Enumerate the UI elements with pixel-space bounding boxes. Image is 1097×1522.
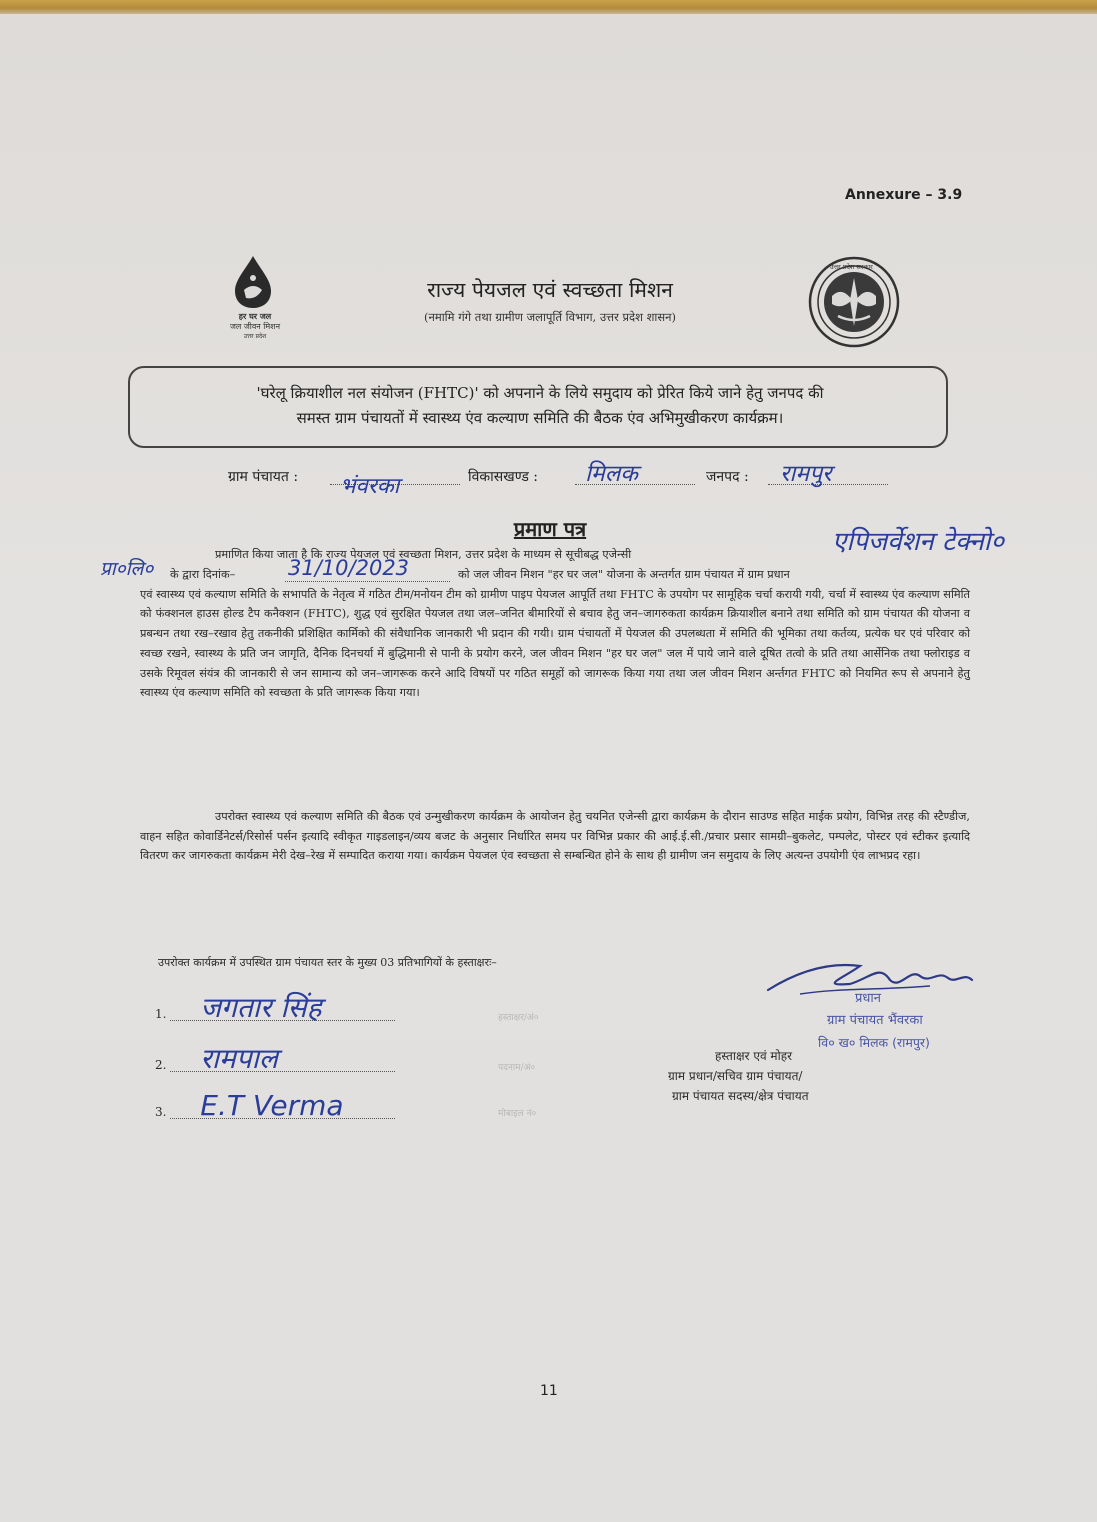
janpad-label: जनपद : bbox=[706, 469, 749, 485]
participant-signature: E.T Verma bbox=[200, 1089, 344, 1122]
certificate-paragraph-1 bbox=[140, 545, 970, 703]
signature-label-1: हस्ताक्षर एवं मोहर bbox=[715, 1049, 793, 1063]
faint-label-3: मोबाइल नं० bbox=[498, 1109, 537, 1119]
faint-label-2: पदनाम/अं० bbox=[498, 1063, 536, 1073]
certificate-title: प्रमाण पत्र bbox=[513, 517, 587, 541]
participant-row-3 bbox=[155, 1089, 395, 1122]
p1-line2 bbox=[140, 555, 970, 585]
signature-label-3: ग्राम पंचायत सदस्य/क्षेत्र पंचायत bbox=[672, 1089, 809, 1103]
signature-label-2: ग्राम प्रधान/सचिव ग्राम पंचायत/ bbox=[668, 1069, 803, 1083]
p1-line2-suffix: को जल जीवन मिशन "हर घर जल" योजना के अन्तर्गत ग्राम पंचायत में ग्राम प्रधान bbox=[458, 567, 790, 581]
pvt-ltd-handwritten: प्रा०लि० bbox=[100, 558, 154, 580]
p2-text: उपरोक्त स्वास्थ्य एवं कल्याण समिति की बैठक एवं उन्मुखीकरण कार्यक्रम के आयोजन हेतु चयनित एजेन्सी द्वारा कार्यक्रम के दौरान साउण्ड सहित माईक प्रयोग, विभिन्न तरह की स्टैण्डीज, वाहन सहित कोवार्डिनेटर्स/रिसोर्स पर्सन इत्यादि स्वीकृत गाइडलाइन/व्यय बजट के अनुसार निर्धारित समय पर विभिन्न प्रकार की आई.ई.सी./प्रचार प्रसार सामग्री–बुकलेट, पम्पलेट, पोस्टर एवं स्टीकर इत्यादि वितरण कर जागरुकता कार्यक्रम मेरी देख–रेख में सम्पादित कराया गया। कार्यक्रम पेयजल एंव स्वच्छता से सम्बन्धित होने के साथ ही ग्रामीण जन समुदाय के लिए अत्यन्त उपयोगी एंव लाभप्रद रहा। bbox=[140, 810, 970, 863]
faint-label-1: हस्ताक्षर/अं० bbox=[498, 1013, 539, 1023]
vikaskhand-value: मिलक bbox=[585, 461, 638, 487]
participant-signature-line bbox=[170, 1042, 395, 1075]
page-title: राज्य पेयजल एवं स्वच्छता मिशन bbox=[427, 278, 673, 302]
logo-caption-1: हर घर जल bbox=[238, 312, 272, 321]
participant-row-1 bbox=[155, 991, 395, 1024]
date-handwritten: 31/10/2023 bbox=[288, 555, 410, 580]
participant-signature: रामपाल bbox=[200, 1042, 278, 1075]
stamp-line-3: वि० ख० मिलक (रामपुर) bbox=[818, 1035, 930, 1050]
p1-line2-prefix: के द्वारा दिनांक– bbox=[170, 567, 236, 581]
program-heading-text bbox=[140, 381, 940, 431]
participant-signature-line bbox=[170, 1089, 395, 1122]
participant-number: 2. bbox=[155, 1058, 167, 1072]
document-sheet bbox=[0, 14, 1097, 1522]
vikaskhand-label: विकासखण्ड : bbox=[468, 469, 539, 485]
gram-panchayat-value: भंवरका bbox=[340, 474, 400, 499]
participant-row-2 bbox=[155, 1042, 395, 1075]
page-number: 11 bbox=[540, 1383, 558, 1399]
water-drop-icon bbox=[230, 254, 276, 310]
stamp-line-1: प्रधान bbox=[855, 991, 881, 1006]
annexure-label: Annexure – 3.9 bbox=[845, 187, 963, 203]
participant-number: 3. bbox=[155, 1105, 167, 1119]
participant-signature-line bbox=[170, 991, 395, 1024]
participants-intro: उपरोक्त कार्यक्रम में उपस्थित ग्राम पंचायत स्तर के मुख्य 03 प्रतिभागियों के हस्ताक्षरः– bbox=[158, 956, 497, 969]
logo-caption-3: उत्तर प्रदेश bbox=[243, 333, 267, 340]
har-ghar-jal-logo bbox=[214, 252, 296, 347]
janpad-value: रामपुर bbox=[780, 461, 832, 487]
certificate-paragraph-2 bbox=[140, 807, 970, 866]
participant-number: 1. bbox=[155, 1007, 167, 1021]
agency-name-handwritten: एपिजर्वेशन टेक्नो० bbox=[832, 527, 1005, 557]
p1-line1: प्रमाणित किया जाता है कि राज्य पेयजल एवं स्वच्छता मिशन, उत्तर प्रदेश के माध्यम से सूचीबद्ध एजेन्सी bbox=[215, 548, 632, 561]
emblem-text: उत्तर प्रदेश सरकार bbox=[830, 263, 873, 271]
gram-panchayat-label: ग्राम पंचायत : bbox=[228, 469, 299, 485]
program-heading-line1: 'घरेलू क्रियाशील नल संयोजन (FHTC)' को अपनाने के लिये समुदाय को प्रेरित किये जाने हेतु जनपद की bbox=[256, 384, 824, 402]
up-government-emblem bbox=[808, 256, 900, 348]
stamp-line-2: ग्राम पंचायत भैंवरका bbox=[827, 1013, 923, 1028]
participant-signature: जगतार सिंह bbox=[200, 991, 322, 1024]
page-subtitle: (नमामि गंगे तथा ग्रामीण जलापूर्ति विभाग, उत्तर प्रदेश शासन) bbox=[423, 310, 677, 324]
program-heading-line2: समस्त ग्राम पंचायतों में स्वास्थ्य एंव कल्याण समिति की बैठक एंव अभिमुखीकरण कार्यक्रम। bbox=[296, 409, 784, 427]
p1-rest: एवं स्वास्थ्य एवं कल्याण समिति के सभापति के नेतृत्व में गठित टीम/मनोयन टीम को ग्रामीण पाइप पेयजल आपूर्ति तथा FHTC के उपयोग पर सामूहिक चर्चा करायी गयी, चर्चा में स्वास्थ्य एंव कल्याण समिति को फंक्शनल हाउस होल्ड टैप कनैक्शन (FHTC), शुद्ध एवं सुरक्षित पेयजल तथा जल–जनित बीमारियों से बचाव हेतु जन–जागरुकता कार्यक्रम क्रियाशील बनाने तथा समिति को ग्राम पंचायत की योजना व प्रबन्धन तथा रख–रखाव हेतु तकनीकी प्रशिक्षित कार्मिको की संवैधानिक जानकारी भी प्रदान की गयी। ग्राम पंचायतों में पेयजल की उपलब्धता में समिति की भूमिका तथा कर्तव्य, प्रत्येक घर एवं परिवार को स्वच्छ रखने, स्वास्थ्य के प्रति जन जागृति, दैनिक दिनचर्या में बुद्धिमानी से पानी के प्रयोग करने, जल जीवन मिशन "हर घर जल" जल में पाये जाने वाले दूषित तत्वो के प्रति तथा आर्सेनिक तथा फ्लोराइड व उसके रिमूवल संयंत्र की जानकारी से जन सामान्य को जन–जागरूक करने आदि विषयों पर गठित समूहों को जागरूक किया गया तथा जल जीवन मिशन अर्न्तगत FHTC को नियमित रूप से अपनाने हेतु स्वास्थ्य एंव कल्याण समिति को स्वच्छता के प्रति जागरूक किया गया। bbox=[140, 587, 970, 700]
logo-caption-2: जल जीवन मिशन bbox=[229, 322, 281, 331]
